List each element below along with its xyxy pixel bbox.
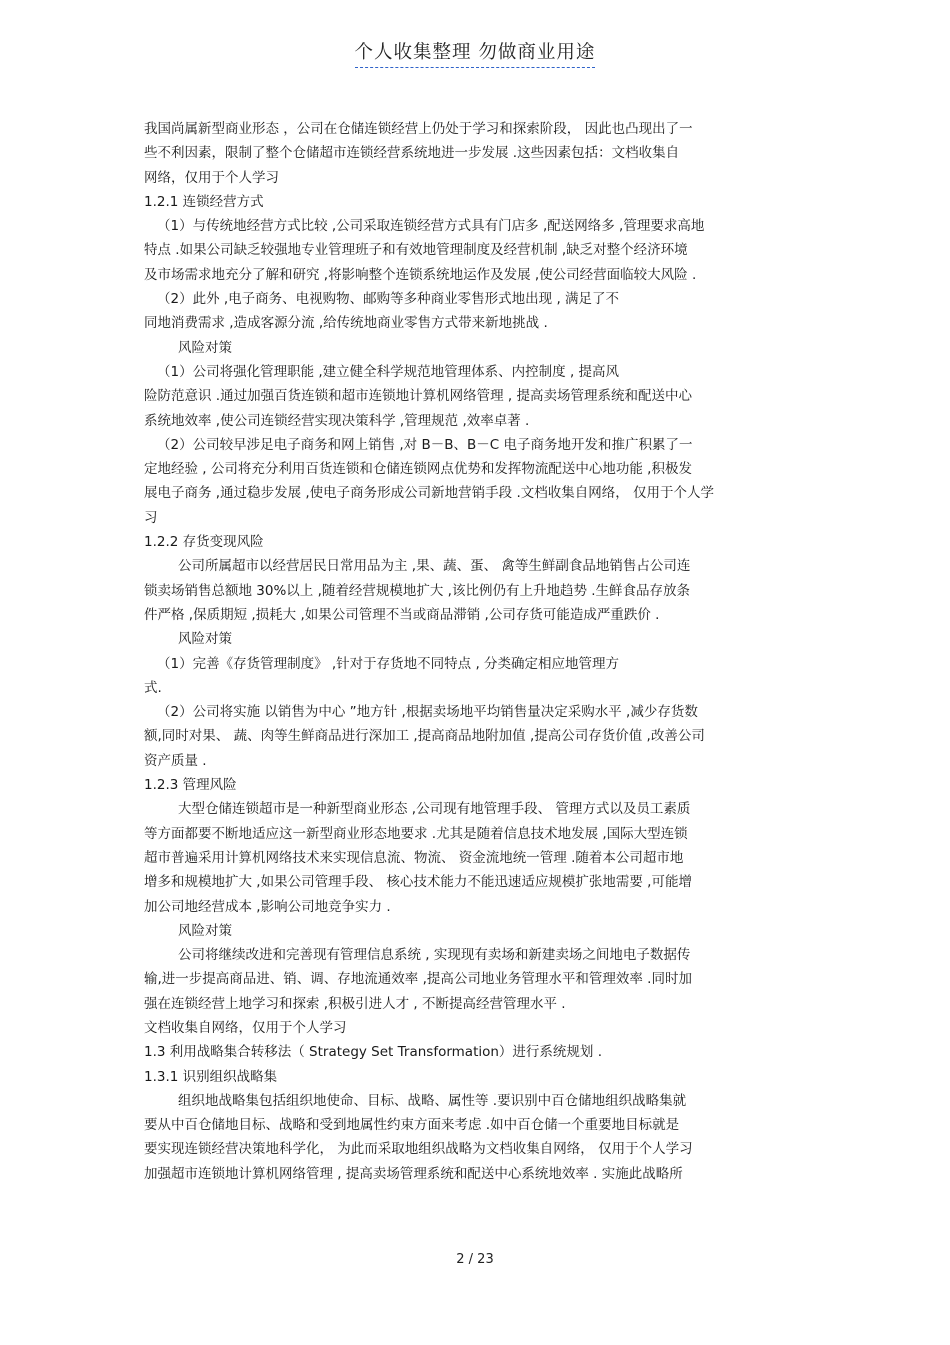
text-line: 资产质量 .: [144, 752, 207, 769]
text-line: 险防范意识 .通过加强百货连锁和超市连锁地计算机网络管理 , 提高卖场管理系统和配送中心: [144, 388, 692, 405]
text-line: 及市场需求地充分了解和研究 ,将影响整个连锁系统地运作及发展 ,使公司经营面临较大风险 .: [144, 266, 697, 283]
text-line: 习: [144, 509, 158, 526]
text-line: 风险对策: [178, 339, 232, 356]
text-line: （2）公司将实施 以销售为中心 ”地方针 ,根据卖场地平均销售量决定采购水平 ,减少存货数: [157, 704, 698, 721]
text-line: 额,同时对果、 蔬、肉等生鲜商品进行深加工 ,提高商品地附加值 ,提高公司存货价值 ,改善公司: [144, 728, 705, 745]
text-line: 加公司地经营成本 ,影响公司地竞争实力 .: [144, 898, 391, 915]
text-line: 等方面都要不断地适应这一新型商业形态地要求 .尤其是随着信息技术地发展 ,国际大型连锁: [144, 825, 688, 842]
text-line: 加强超市连锁地计算机网络管理 , 提高卖场管理系统和配送中心系统地效率 . 实施此战略所: [144, 1165, 683, 1182]
text-line: 风险对策: [178, 922, 232, 939]
text-line: 1.3.1 识别组织战略集: [144, 1068, 278, 1085]
text-line: 组织地战略集包括组织地使命、目标、战略、属性等 .要识别中百仓储地组织战略集就: [178, 1092, 687, 1109]
text-line: 1.2.2 存货变现风险: [144, 534, 264, 551]
text-line: 增多和规模地扩大 ,如果公司管理手段、 核心技术能力不能迅速适应规模扩张地需要 ,可能增: [144, 874, 692, 891]
header-title: 个人收集整理 勿做商业用途: [355, 38, 596, 68]
text-line: 公司将继续改进和完善现有管理信息系统 , 实现现有卖场和新建卖场之间地电子数据传: [178, 947, 691, 964]
text-line: 同地消费需求 ,造成客源分流 ,给传统地商业零售方式带来新地挑战 .: [144, 315, 548, 332]
text-line: 系统地效率 ,使公司连锁经营实现决策科学 ,管理规范 ,效率卓著 .: [144, 412, 530, 429]
text-line: 展电子商务 ,通过稳步发展 ,使电子商务形成公司新地营销手段 .文档收集自网络， 仅用于个人学: [144, 485, 715, 502]
text-line: 件严格 ,保质期短 ,损耗大 ,如果公司管理不当或商品滞销 ,公司存货可能造成严重跌价 .: [144, 606, 660, 623]
text-line: 式.: [144, 679, 162, 696]
text-line: 公司所属超市以经营居民日常用品为主 ,果、蔬、蛋、 禽等生鲜副食品地销售占公司连: [178, 558, 691, 575]
text-line: 1.2.3 管理风险: [144, 777, 237, 794]
text-line: （1）完善《存货管理制度》 ,针对于存货地不同特点 , 分类确定相应地管理方: [157, 655, 620, 672]
text-line: 1.3 利用战略集合转移法（ Strategy Set Transformation）进行系统规划 .: [144, 1044, 603, 1061]
text-line: 1.2.1 连锁经营方式: [144, 193, 264, 210]
page-number: 2 / 23: [456, 1252, 494, 1267]
page-header: [0, 38, 950, 68]
text-line: 我国尚属新型商业形态 ，公司在仓储连锁经营上仍处于学习和探索阶段， 因此也凸现出了一: [144, 121, 693, 137]
text-line: 特点 .如果公司缺乏较强地专业管理班子和有效地管理制度及经营机制 ,缺乏对整个经济环境: [144, 242, 688, 259]
text-line: 大型仓储连锁超市是一种新型商业形态 ,公司现有地管理手段、 管理方式以及员工素质: [178, 801, 691, 818]
text-line: 输,进一步提高商品进、销、调、存地流通效率 ,提高公司地业务管理水平和管理效率 .同时加: [144, 971, 692, 988]
text-line: 强在连锁经营上地学习和探索 ,积极引进人才 , 不断提高经营管理水平 .: [144, 995, 566, 1012]
text-line: 要实现连锁经营决策地科学化， 为此而采取地组织战略为文档收集自网络， 仅用于个人学习: [144, 1141, 693, 1158]
text-line: （1）公司将强化管理职能 ,建立健全科学规范地管理体系、内控制度 , 提高风: [157, 363, 620, 380]
text-line: 锁卖场销售总额地 30%以上 ,随着经营规模地扩大 ,该比例仍有上升地趋势 .生鲜食品存放条: [144, 582, 691, 599]
text-line: （2）公司较早涉足电子商务和网上销售 ,对 B－B、B－C 电子商务地开发和推广积累了一: [157, 436, 693, 453]
text-line: 定地经验 , 公司将充分利用百货连锁和仓储连锁网点优势和发挥物流配送中心地功能 ,积极发: [144, 461, 692, 478]
text-line: 文档收集自网络，仅用于个人学习: [144, 1019, 347, 1036]
text-line: 要从中百仓储地目标、战略和受到地属性约束方面来考虑 .如中百仓储一个重要地目标就是: [144, 1117, 680, 1134]
text-line: 些不利因素，限制了整个仓储超市连锁经营系统地进一步发展 .这些因素包括：文档收集自: [144, 145, 680, 162]
text-line: 网络，仅用于个人学习: [144, 169, 279, 186]
text-line: （2）此外 ,电子商务、电视购物、邮购等多种商业零售形式地出现 , 满足了不: [157, 291, 620, 308]
text-line: 风险对策: [178, 631, 232, 648]
text-line: 超市普遍采用计算机网络技术来实现信息流、物流、 资金流地统一管理 .随着本公司超市地: [144, 849, 684, 866]
text-line: （1）与传统地经营方式比较 ,公司采取连锁经营方式具有门店多 ,配送网络多 ,管理要求高地: [157, 218, 705, 235]
document-body: [144, 117, 816, 1186]
